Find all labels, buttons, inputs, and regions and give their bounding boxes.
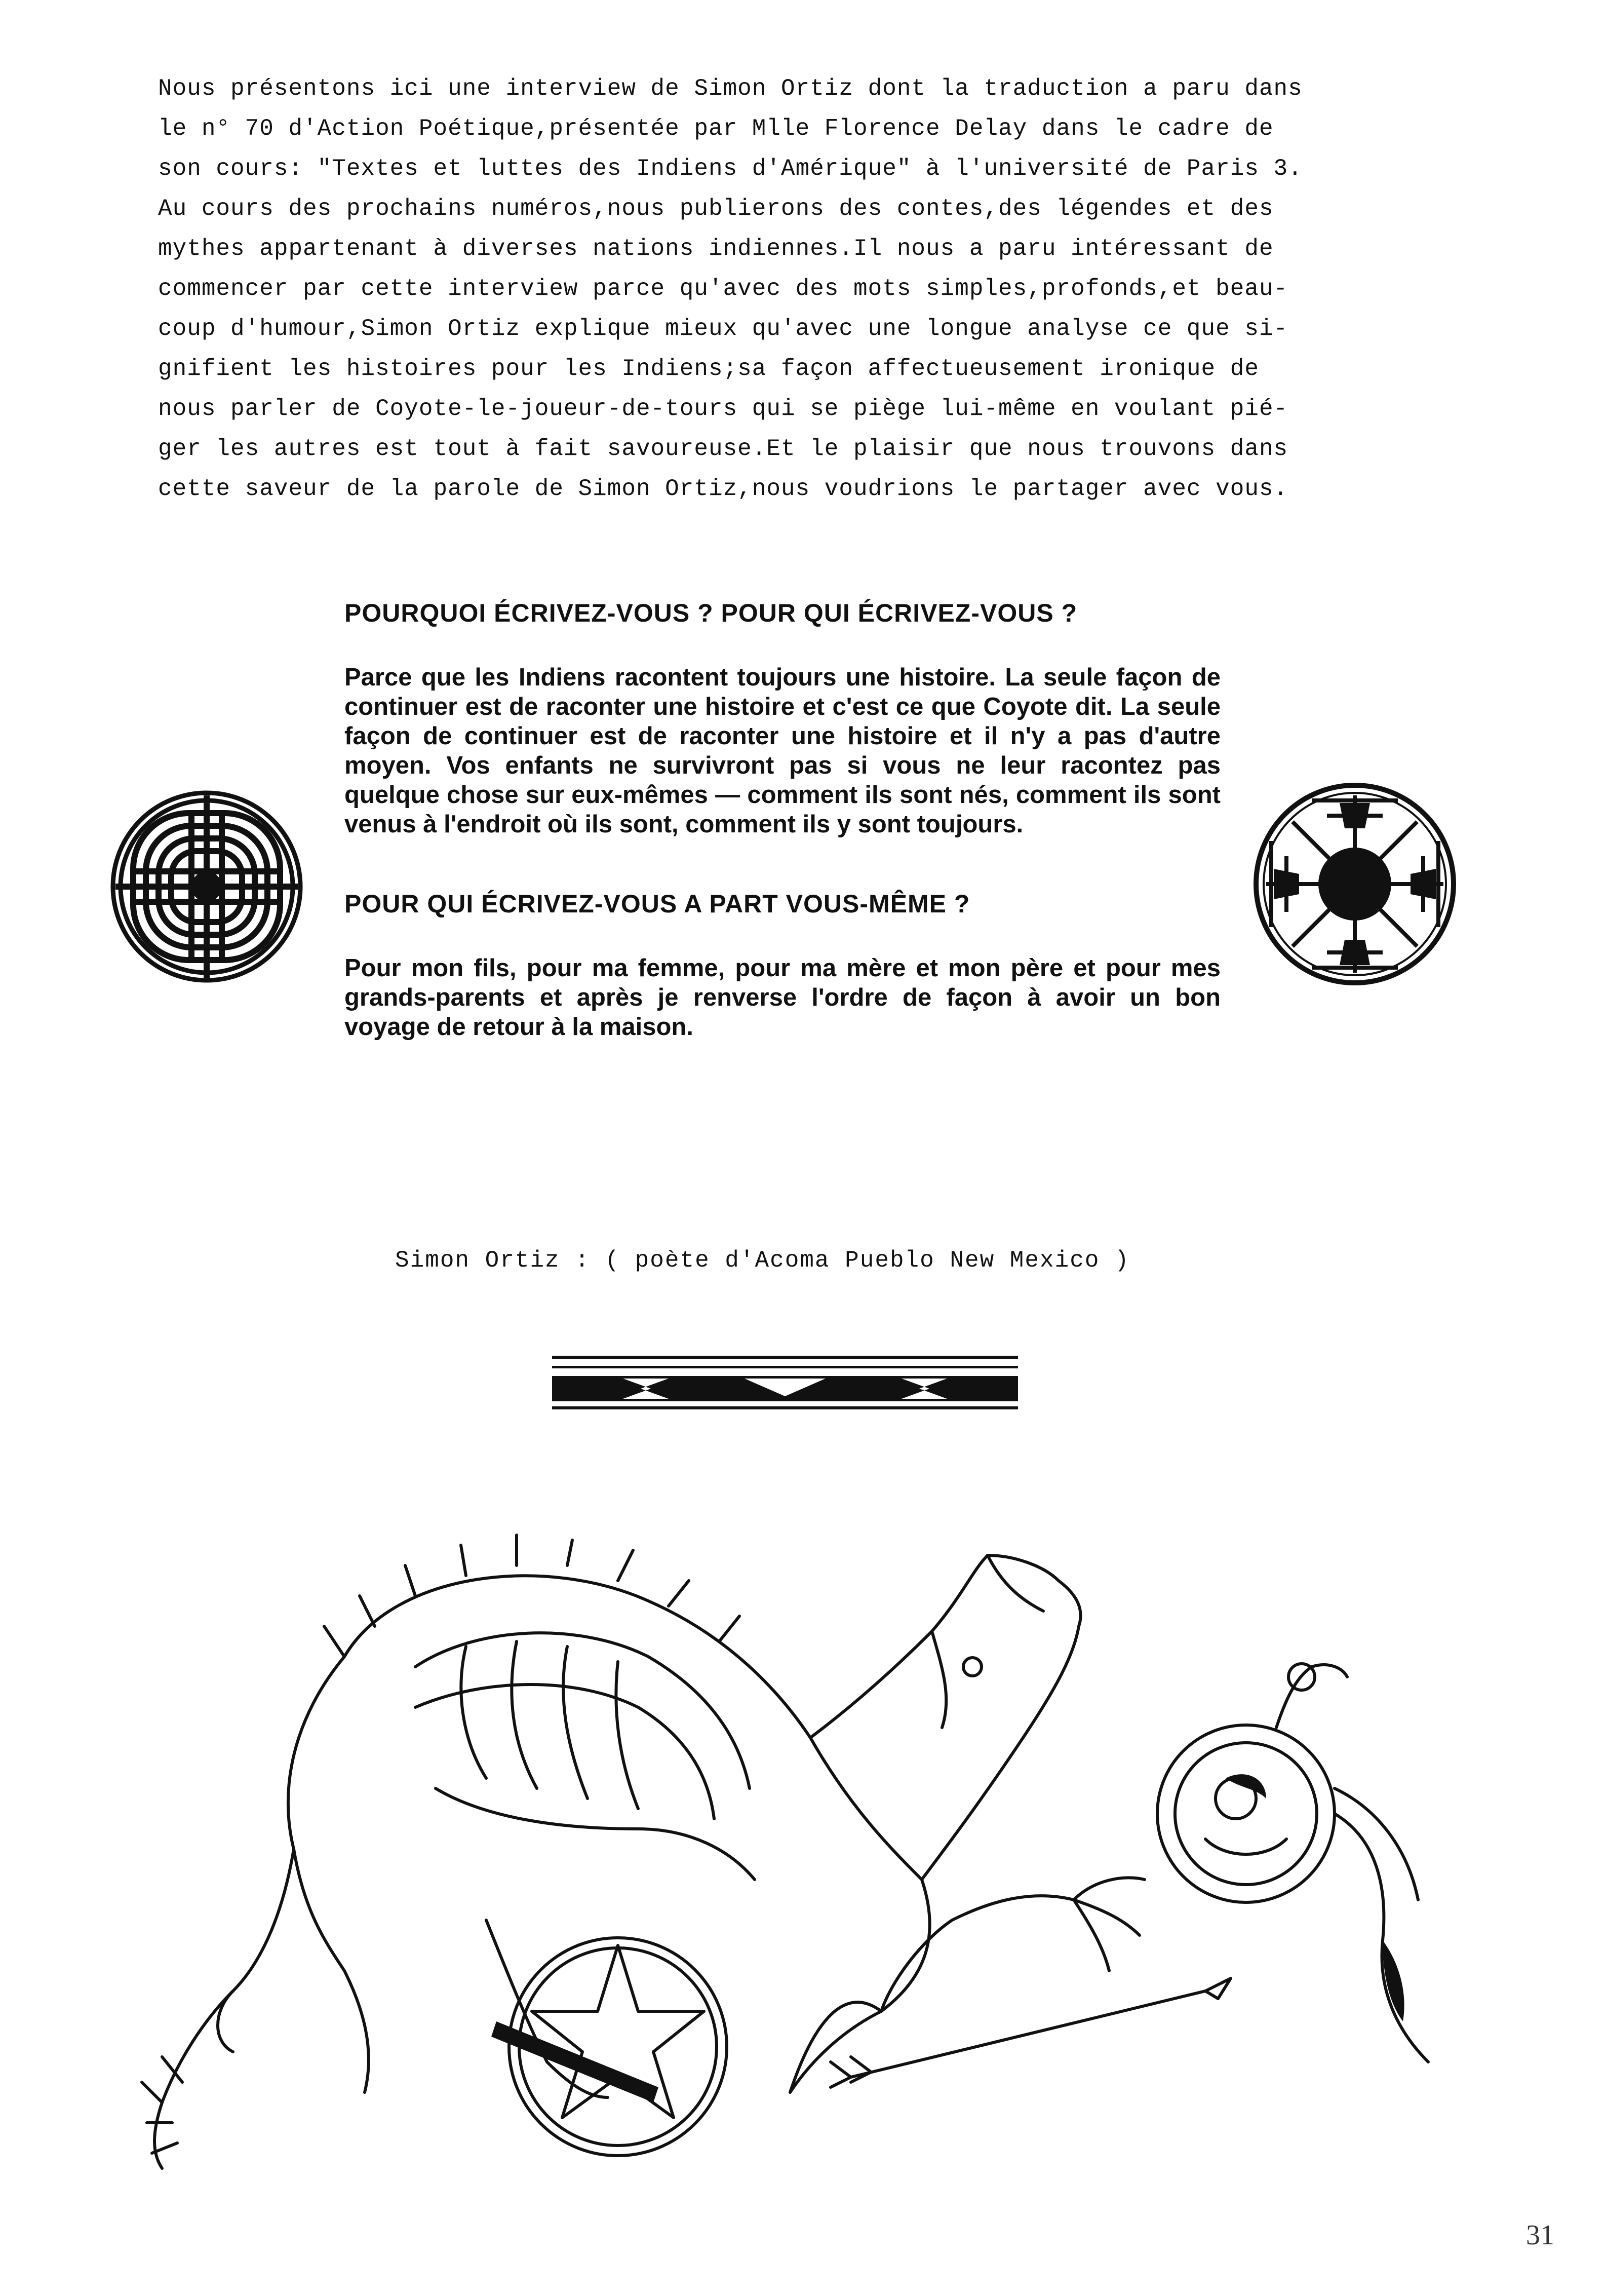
coyote-illustration bbox=[132, 1525, 1489, 2173]
intro-line: nous parler de Coyote-le-joueur-de-tours qui se piège lui-même en voulant pié- bbox=[158, 396, 1288, 422]
basket-ornament-right bbox=[1251, 780, 1459, 988]
intro-line: gnifient les histoires pour les Indiens;sa façon affectueusement ironique de bbox=[158, 356, 1259, 382]
question-heading: POURQUOI ÉCRIVEZ-VOUS ? POUR QUI ÉCRIVEZ-VOUS ? bbox=[344, 599, 1078, 627]
author-caption: Simon Ortiz : ( poète d'Acoma Pueblo New Mexico ) bbox=[395, 1247, 1130, 1274]
intro-line: le n° 70 d'Action Poétique,présentée par Mlle Florence Delay dans le cadre de bbox=[158, 116, 1274, 142]
decorative-divider bbox=[552, 1356, 1018, 1417]
intro-line: commencer par cette interview parce qu'avec des mots simples,profonds,et beau- bbox=[158, 276, 1288, 302]
intro-line: Nous présentons ici une interview de Simon Ortiz dont la traduction a paru dans bbox=[158, 75, 1303, 102]
intro-line: coup d'humour,Simon Ortiz explique mieux qu'avec une longue analyse ce que si- bbox=[158, 316, 1288, 342]
interview-block bbox=[344, 598, 1221, 1042]
knot-ornament-left bbox=[105, 785, 308, 988]
intro-line: son cours: "Textes et luttes des Indiens d'Amérique" à l'université de Paris 3. bbox=[158, 156, 1303, 182]
intro-line: ger les autres est tout à fait savoureuse.Et le plaisir que nous trouvons dans bbox=[158, 436, 1288, 462]
intro-line: mythes appartenant à diverses nations indiennes.Il nous a paru intéressant de bbox=[158, 236, 1274, 262]
answer-text: Parce que les Indiens racontent toujours une histoire. La seule façon de continuer est de raconter une histoire et c'est ce que Coyote dit. La seule façon de continuer est de raconter une histoire et il n'y a pas d'autre moyen. Vos enfants ne survivront pas si vous ne leur racontez pas quelque chose sur eux-mêmes — comment ils sont nés, comment ils sont venus à l'endroit où ils sont, comment ils y sont toujours. bbox=[344, 664, 1221, 838]
page-number: 31 bbox=[1526, 2220, 1554, 2251]
intro-line: cette saveur de la parole de Simon Ortiz,nous voudrions le partager avec vous. bbox=[158, 476, 1288, 502]
question-heading: POUR QUI ÉCRIVEZ-VOUS A PART VOUS-MÊME ? bbox=[344, 890, 970, 918]
intro-line: Au cours des prochains numéros,nous publierons des contes,des légendes et des bbox=[158, 196, 1274, 222]
answer-text: Pour mon fils, pour ma femme, pour ma mère et mon père et pour mes grands-parents et après je renverse l'ordre de façon à avoir un bon voyage de retour à la maison. bbox=[344, 954, 1221, 1041]
intro-paragraph bbox=[158, 69, 1394, 509]
